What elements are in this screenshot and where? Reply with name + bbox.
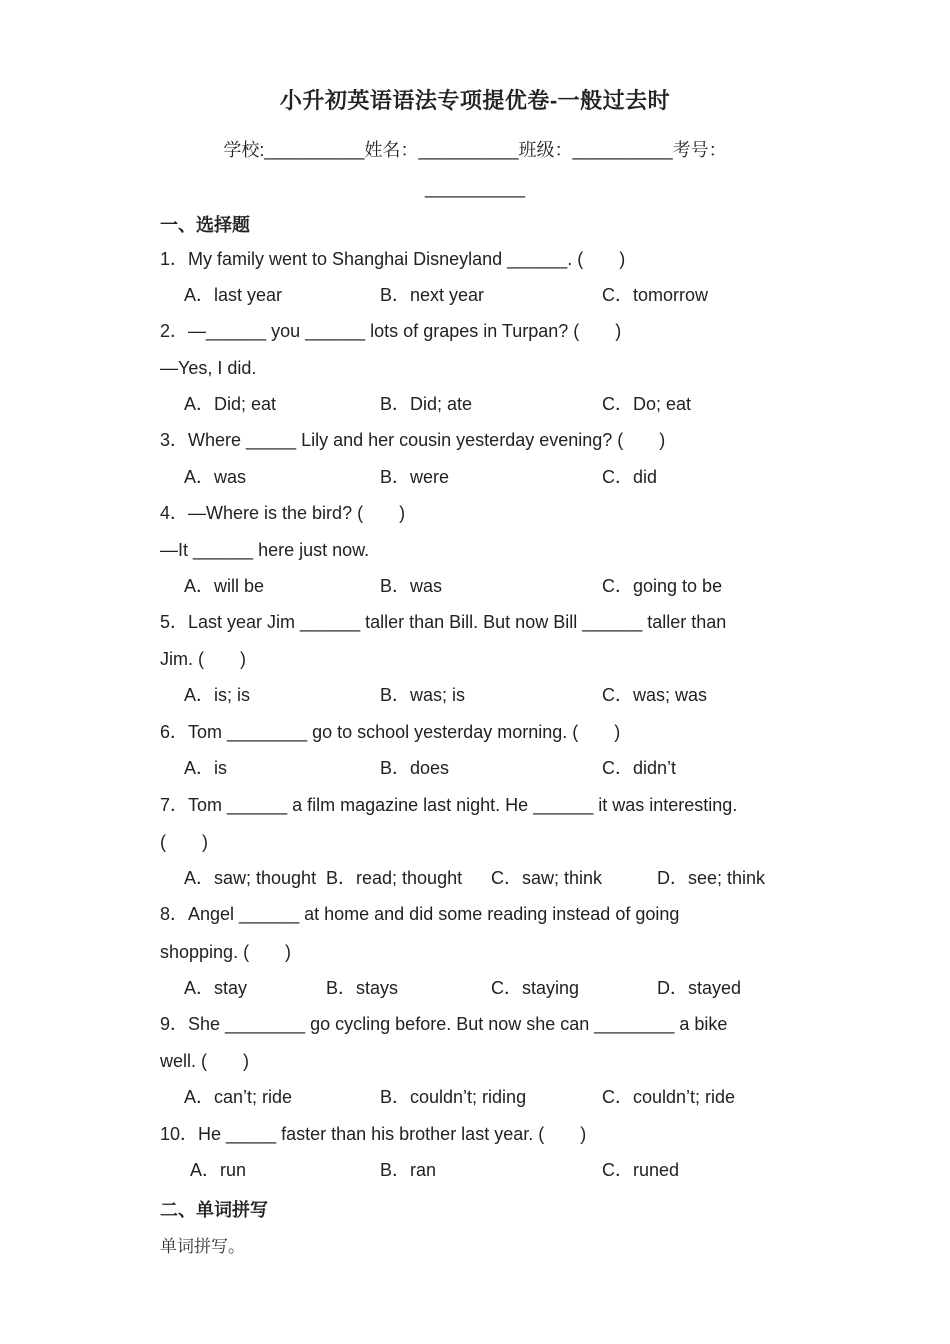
question-8-text: 8．Angel ______ at home and did some reading instead of going <box>160 904 680 924</box>
page-title: 小升初英语语法专项提优卷-一般过去时 <box>279 88 671 113</box>
question-7-option-c: C．saw; think <box>491 868 603 888</box>
question-3-text: 3．Where _____ Lily and her cousin yesterday evening? ( ) <box>160 430 666 450</box>
exam-number-blank: __________ <box>424 178 526 198</box>
question-8-option-d: D．stayed <box>657 978 742 998</box>
question-6-text: 6．Tom ________ go to school yesterday morning. ( ) <box>160 722 621 742</box>
question-7-option-a: A．saw; thought <box>184 868 317 888</box>
question-1-option-c: C．tomorrow <box>602 285 709 305</box>
section-heading-choice: 一、选择题 <box>160 215 250 236</box>
question-7-option-d: D．see; think <box>657 868 766 888</box>
question-2-option-b: B．Did; ate <box>380 394 473 414</box>
question-5-option-a: A．is; is <box>184 685 251 705</box>
spelling-instruction: 单词拼写。 <box>160 1237 245 1257</box>
question-5-text-cont: Jim. ( ) <box>160 649 246 669</box>
question-9-text-cont: well. ( ) <box>160 1051 249 1071</box>
question-1-text: 1．My family went to Shanghai Disneyland ______. ( ) <box>160 249 626 269</box>
question-9-text: 9．She ________ go cycling before. But now she can ________ a bike <box>160 1014 728 1034</box>
question-8-option-c: C．staying <box>491 978 580 998</box>
question-2-text-cont: —Yes, I did. <box>160 358 257 378</box>
question-8-option-b: B．stays <box>326 978 399 998</box>
question-3-option-b: B．were <box>380 467 450 487</box>
question-2-option-a: A．Did; eat <box>184 394 277 414</box>
question-8-option-a: A．stay <box>184 978 248 998</box>
question-4-text-cont: —It ______ here just now. <box>160 540 370 560</box>
question-8-text-cont: shopping. ( ) <box>160 942 292 962</box>
question-10-text: 10．He _____ faster than his brother last year. ( ) <box>160 1124 587 1144</box>
question-9-option-b: B．couldn’t; riding <box>380 1087 527 1107</box>
question-4-option-a: A．will be <box>184 576 265 596</box>
question-5-option-b: B．was; is <box>380 685 466 705</box>
student-info-line: 学校:__________姓名：__________班级：__________考号： <box>223 140 727 160</box>
question-3-option-a: A．was <box>184 467 247 487</box>
question-1-option-a: A．last year <box>184 285 283 305</box>
question-5-text: 5．Last year Jim ______ taller than Bill. But now Bill ______ taller than <box>160 612 727 632</box>
question-9-option-a: A．can’t; ride <box>184 1087 293 1107</box>
section-heading-spelling: 二、单词拼写 <box>160 1200 268 1221</box>
question-6-option-b: B．does <box>380 758 450 778</box>
question-6-option-a: A．is <box>184 758 228 778</box>
question-7-text-cont: ( ) <box>160 832 208 852</box>
question-4-option-b: B．was <box>380 576 443 596</box>
question-2-option-c: C．Do; eat <box>602 394 692 414</box>
question-4-option-c: C．going to be <box>602 576 723 596</box>
question-1-option-b: B．next year <box>380 285 485 305</box>
question-5-option-c: C．was; was <box>602 685 708 705</box>
question-4-text: 4．—Where is the bird? ( ) <box>160 503 406 523</box>
question-2-text: 2．—______ you ______ lots of grapes in Turpan? ( ) <box>160 321 622 341</box>
question-7-option-b: B．read; thought <box>326 868 463 888</box>
question-9-option-c: C．couldn’t; ride <box>602 1087 736 1107</box>
question-3-option-c: C．did <box>602 467 658 487</box>
question-6-option-c: C．didn’t <box>602 758 677 778</box>
question-10-option-c: C．runed <box>602 1160 680 1180</box>
question-7-text: 7．Tom ______ a film magazine last night. He ______ it was interesting. <box>160 795 738 815</box>
question-10-option-a: A．run <box>190 1160 247 1180</box>
question-10-option-b: B．ran <box>380 1160 437 1180</box>
